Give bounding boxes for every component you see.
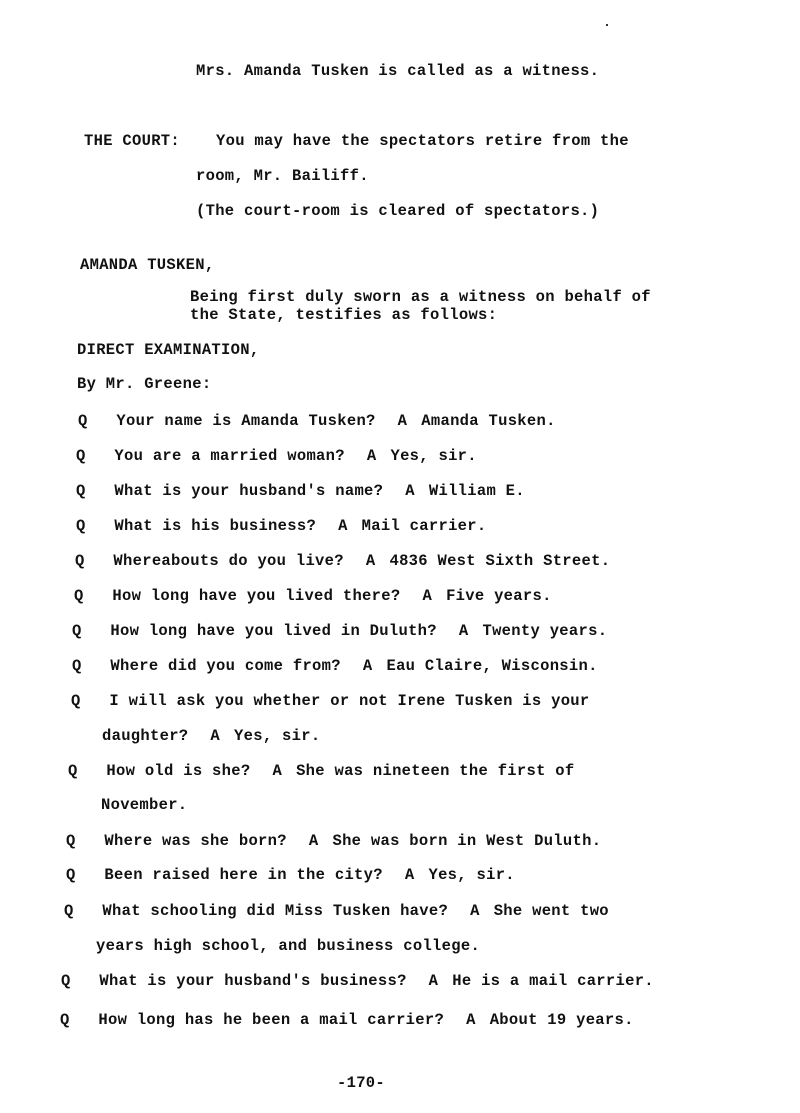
- sworn-line-1: Being first duly sworn as a witness on behalf of: [190, 288, 651, 306]
- qa-row: Q What is your husband's name? A William E.: [76, 482, 525, 500]
- court-speaker: THE COURT:: [84, 132, 181, 150]
- qa-row: Q Where did you come from? A Eau Claire, Wisconsin.: [72, 657, 598, 675]
- qa-row: Q How old is she? A She was nineteen the first of: [68, 762, 575, 780]
- qa-row: Q What is his business? A Mail carrier.: [76, 517, 487, 535]
- qa-row: Q What schooling did Miss Tusken have? A She went two: [64, 902, 609, 920]
- qa-row: Q I will ask you whether or not Irene Tusken is your: [71, 692, 590, 710]
- qa-row: Q Your name is Amanda Tusken? A Amanda Tusken.: [78, 412, 556, 430]
- witness-called-line: Mrs. Amanda Tusken is called as a witness.: [196, 62, 600, 80]
- court-statement-line-1: You may have the spectators retire from the: [216, 132, 629, 150]
- qa-row: Q What is your husband's business? A He is a mail carrier.: [61, 972, 654, 990]
- witness-name: AMANDA TUSKEN,: [80, 256, 215, 274]
- qa-row-continuation: November.: [101, 796, 188, 814]
- sworn-line-2: the State, testifies as follows:: [190, 306, 498, 324]
- qa-row: Q How long has he been a mail carrier? A About 19 years.: [60, 1011, 634, 1029]
- page-number: -170-: [337, 1074, 386, 1092]
- examiner-line: By Mr. Greene:: [77, 375, 212, 393]
- qa-row-continuation: years high school, and business college.: [96, 937, 481, 955]
- qa-row-continuation: daughter? A Yes, sir.: [102, 727, 321, 745]
- qa-row: Q How long have you lived in Duluth? A Twenty years.: [72, 622, 608, 640]
- qa-row: Q Where was she born? A She was born in West Duluth.: [66, 832, 602, 850]
- qa-row: Q You are a married woman? A Yes, sir.: [76, 447, 477, 465]
- scan-speck: [606, 24, 608, 26]
- qa-row: Q Been raised here in the city? A Yes, sir.: [66, 866, 515, 884]
- court-parenthetical: (The court-room is cleared of spectators.): [196, 202, 600, 220]
- exam-heading: DIRECT EXAMINATION,: [77, 341, 260, 359]
- court-statement-line-2: room, Mr. Bailiff.: [196, 167, 369, 185]
- qa-row: Q Whereabouts do you live? A 4836 West Sixth Street.: [75, 552, 611, 570]
- qa-row: Q How long have you lived there? A Five years.: [74, 587, 552, 605]
